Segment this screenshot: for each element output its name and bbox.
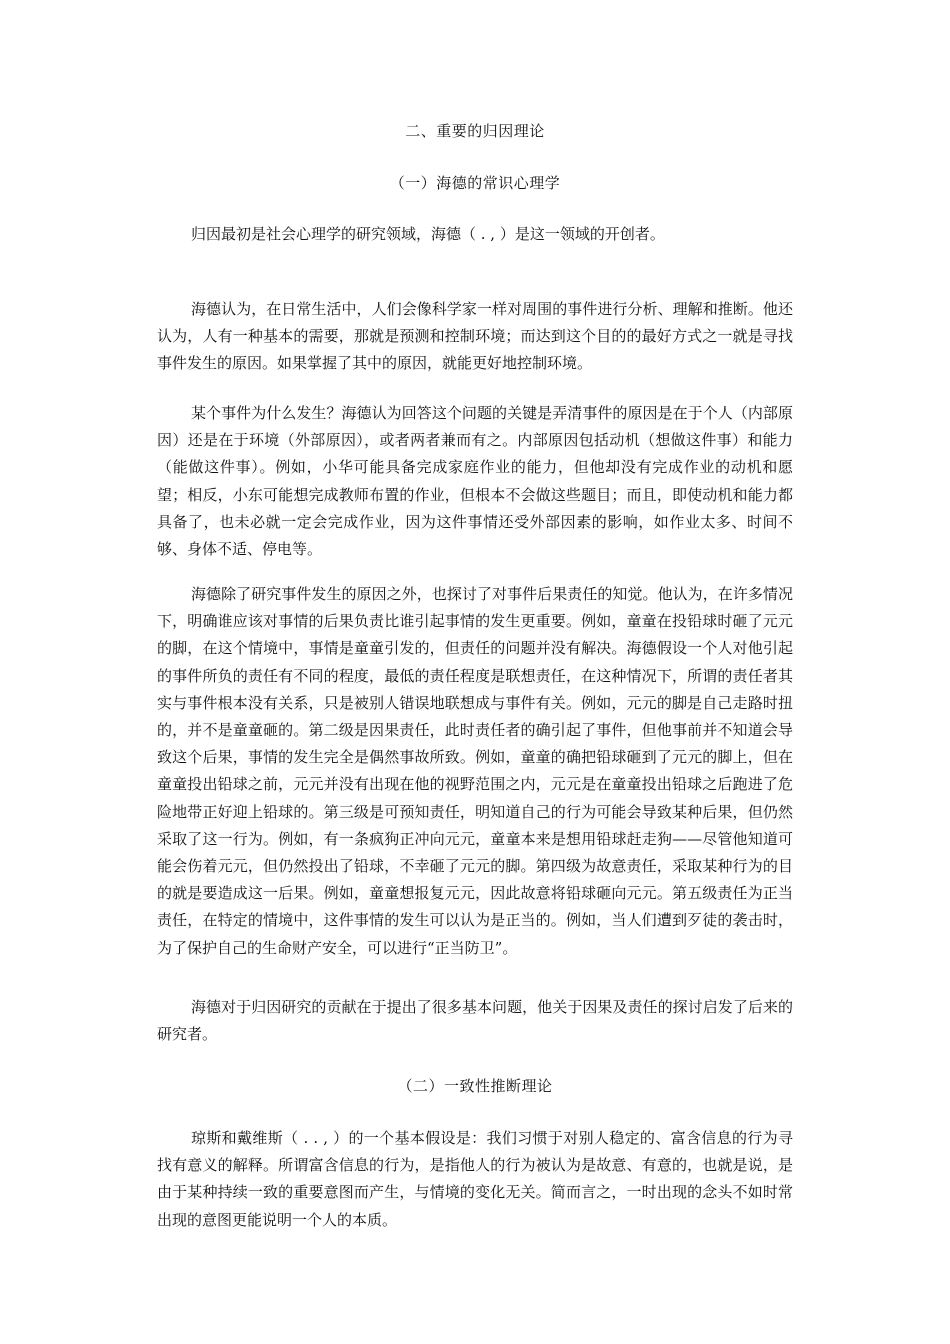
subsection-title-correspondent-inference: （二）一致性推断理论 (397, 1077, 553, 1095)
paragraph-jones-davis: 琼斯和戴维斯（ . . , ）的一个基本假设是：我们习惯于对别人稳定的、富含信息的行为寻找有意义的解释。所谓富含信息的行为，是指他人的行为被认为是故意、有意的，也就是说，是由于某种持续一致的重要意图而产生，与情境的变化无关。简而言之，一时出现的念头不如时常出现的意图更能说明一个人的本质。 (157, 1129, 793, 1229)
paragraph-internal-external: 某个事件为什么发生？海德认为回答这个问题的关键是弄清事件的原因是在于个人（内部原因）还是在于环境（外部原因），或者两者兼而有之。内部原因包括动机（想做这件事）和能力（能做这件事）。例如，小华可能具备完成家庭作业的能力，但他却没有完成作业的动机和愿望；相反，小东可能想完成教师布置的作业，但根本不会做这些题目；而且，即使动机和能力都具备了，也未必就一定会完成作业，因为这件事情还受外部因素的影响，如作业太多、时间不够、身体不适、停电等。 (157, 404, 793, 559)
paragraph-responsibility: 海德除了研究事件发生的原因之外，也探讨了对事件后果责任的知觉。他认为，在许多情况下，明确谁应该对事情的后果负责比谁引起事情的发生更重要。例如，童童在投铅球时砸了元元的脚，在这个情境中，事情是童童引发的，但责任的问题并没有解决。海德假设一个人对他引起的事件所负的责任有不同的程度，最低的责任程度是联想责任，在这种情况下，所谓的责任者其实与事件根本没有关系，只是被别人错误地联想成与事件有关。例如，元元的脚是自己走路时扭的，并不是童童砸的。第二级是因果责任，此时责任者的确引起了事件，但他事前并不知道会导致这个后果，事情的发生完全是偶然事故所致。例如，童童的确把铅球砸到了元元的脚上，但在童童投出铅球之前，元元并没有出现在他的视野范围之内，元元是在童童投出铅球之后跑进了危险地带正好迎上铅球的。第三级是可预知责任，明知道自己的行为可能会导致某种后果，但仍然采取了这一行为。例如，有一条疯狗正冲向元元，童童本来是想用铅球赶走狗——尽管他知道可能会伤着元元，但仍然投出了铅球，不幸砸了元元的脚。第四级为故意责任，采取某种行为的目的就是要造成这一后果。例如，童童想报复元元，因此故意将铅球砸向元元。第五级责任为正当责任，在特定的情境中，这件事情的发生可以认为是正当的。例如，当人们遭到歹徒的袭击时，为了保护自己的生命财产安全，可以进行“正当防卫”。 (157, 585, 793, 957)
subsection-title-heider: （一）海德的常识心理学 (389, 174, 561, 192)
section-title: 二、重要的归因理论 (405, 122, 545, 140)
paragraph-intro: 归因最初是社会心理学的研究领域，海德（ . , ）是这一领域的开创者。 (191, 225, 665, 243)
paragraph-contribution: 海德对于归因研究的贡献在于提出了很多基本问题，他关于因果及责任的探讨启发了后来的研究者。 (157, 998, 793, 1044)
paragraph-heider-view: 海德认为，在日常生活中，人们会像科学家一样对周围的事件进行分析、理解和推断。他还认为，人有一种基本的需要，那就是预测和控制环境；而达到这个目的的最好方式之一就是寻找事件发生的原因。如果掌握了其中的原因，就能更好地控制环境。 (157, 300, 793, 373)
